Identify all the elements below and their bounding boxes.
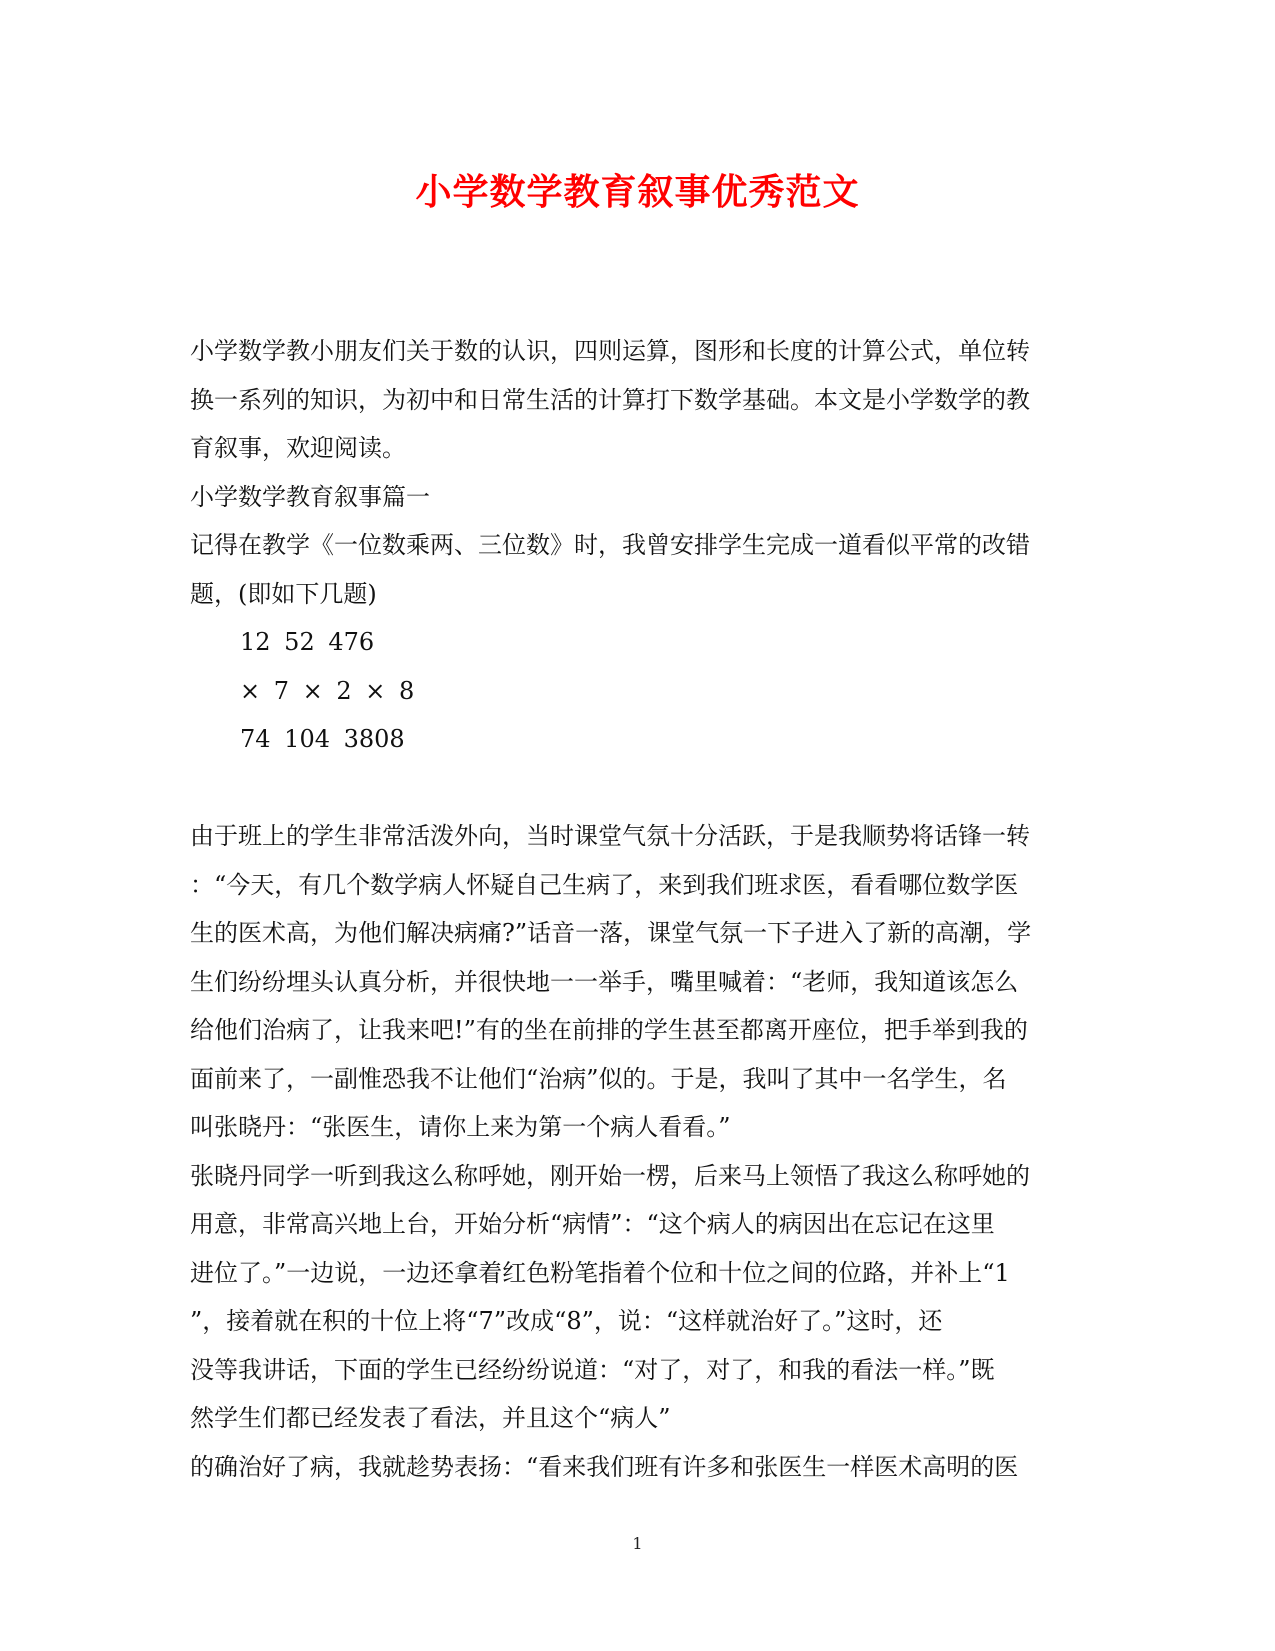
paragraph-line: 给他们治病了，让我来吧!”有的坐在前排的学生甚至都离开座位，把手举到我的 [190, 1016, 1028, 1044]
math-problem-line: 74 104 3808 [240, 725, 405, 753]
paragraph-line: 生的医术高，为他们解决病痛?”话音一落，课堂气氛一下子进入了新的高潮，学 [190, 919, 1032, 947]
document-title: 小学数学教育叙事优秀范文 [415, 171, 860, 213]
paragraph-line: 叫张晓丹：“张医生，请你上来为第一个病人看看。” [190, 1113, 731, 1141]
paragraph-line: 张晓丹同学一听到我这么称呼她，刚开始一楞，后来马上领悟了我这么称呼她的 [190, 1161, 1030, 1190]
paragraph-line: 然学生们都已经发表了看法，并且这个“病人” [190, 1404, 671, 1432]
paragraph-line: 育叙事，欢迎阅读。 [190, 434, 406, 462]
paragraph-line: ”，接着就在积的十位上将“7”改成“8”，说：“这样就治好了。”这时，还 [190, 1307, 943, 1335]
math-problem-line: 12 52 476 [240, 628, 375, 656]
blank-line [190, 764, 1090, 813]
document-body [190, 327, 1090, 1491]
paragraph-line: 题，(即如下几题) [190, 579, 377, 608]
paragraph-line: ：“今天，有几个数学病人怀疑自己生病了，来到我们班求医，看看哪位数学医 [190, 870, 1019, 899]
paragraph-line: 的确治好了病，我就趁势表扬：“看来我们班有许多和张医生一样医术高明的医 [190, 1452, 1019, 1481]
paragraph-line: 生们纷纷埋头认真分析，并很快地一一举手，嘴里喊着：“老师，我知道该怎么 [190, 967, 1019, 996]
page-number: 1 [632, 1534, 643, 1553]
paragraph-line: 由于班上的学生非常活泼外向，当时课堂气氛十分活跃，于是我顺势将话锋一转 [190, 822, 1030, 850]
paragraph-line: 用意，非常高兴地上台，开始分析“病情”：“这个病人的病因出在忘记在这里 [190, 1210, 995, 1238]
paragraph-line: 没等我讲话，下面的学生已经纷纷说道：“对了，对了，和我的看法一样。”既 [190, 1355, 995, 1384]
section-heading: 小学数学教育叙事篇一 [190, 482, 430, 511]
paragraph-line: 小学数学教小朋友们关于数的认识，四则运算，图形和长度的计算公式，单位转 [190, 337, 1030, 365]
math-problem-line: × 7 × 2 × 8 [240, 676, 415, 705]
paragraph-line: 进位了。”一边说，一边还拿着红色粉笔指着个位和十位之间的位路，并补上“1 [190, 1258, 1010, 1287]
paragraph-line: 换一系列的知识，为初中和日常生活的计算打下数学基础。本文是小学数学的教 [190, 385, 1030, 414]
paragraph-line: 面前来了，一副惟恐我不让他们“治病”似的。于是，我叫了其中一名学生，名 [190, 1064, 1007, 1093]
paragraph-line: 记得在教学《一位数乘两、三位数》时，我曾安排学生完成一道看似平常的改错 [190, 531, 1030, 559]
